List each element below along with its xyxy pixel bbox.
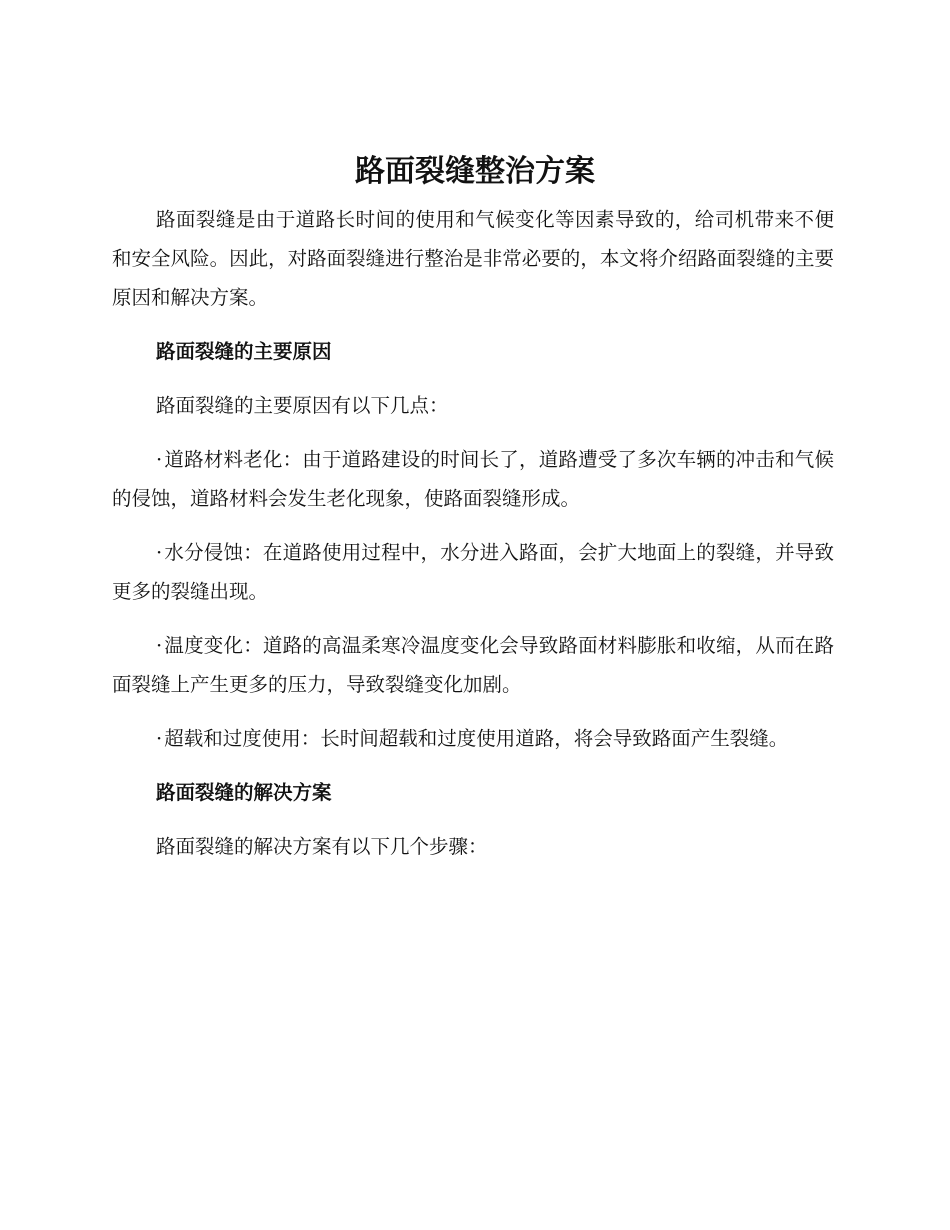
section-heading-solutions: 路面裂缝的解决方案	[156, 781, 332, 804]
bullet-item	[112, 533, 834, 611]
document-title: 路面裂缝整治方案	[355, 154, 595, 189]
intro-paragraph: 路面裂缝是由于道路长时间的使用和气候变化等因素导致的，给司机带来不便和安全风险。因此，对路面裂缝进行整治是非常必要的，本文将介绍路面裂缝的主要原因和解决方案。	[112, 208, 834, 309]
bullet-item	[112, 626, 834, 704]
bullet-dot: ·	[156, 448, 163, 471]
bullet-item	[112, 719, 834, 758]
bullet-text: 水分侵蚀：在道路使用过程中，水分进入路面，会扩大地面上的裂缝，并导致更多的裂缝出现。	[112, 541, 834, 603]
bullet-dot: ·	[156, 727, 163, 750]
document-body	[112, 200, 834, 866]
bullet-dot: ·	[156, 634, 163, 657]
bullet-dot: ·	[156, 541, 163, 564]
bullet-item	[112, 440, 834, 518]
section-heading-causes: 路面裂缝的主要原因	[156, 340, 332, 363]
bullet-text: 温度变化：道路的高温柔寒冷温度变化会导致路面材料膨胀和收缩，从而在路面裂缝上产生更多的压力，导致裂缝变化加剧。	[112, 634, 834, 696]
bullet-text: 超载和过度使用：长时间超载和过度使用道路，将会导致路面产生裂缝。	[164, 727, 789, 750]
solutions-lead-paragraph: 路面裂缝的解决方案有以下几个步骤：	[156, 835, 488, 858]
causes-lead-paragraph: 路面裂缝的主要原因有以下几点：	[156, 394, 449, 417]
bullet-text: 道路材料老化：由于道路建设的时间长了，道路遭受了多次车辆的冲击和气候的侵蚀，道路材料会发生老化现象，使路面裂缝形成。	[112, 448, 834, 510]
